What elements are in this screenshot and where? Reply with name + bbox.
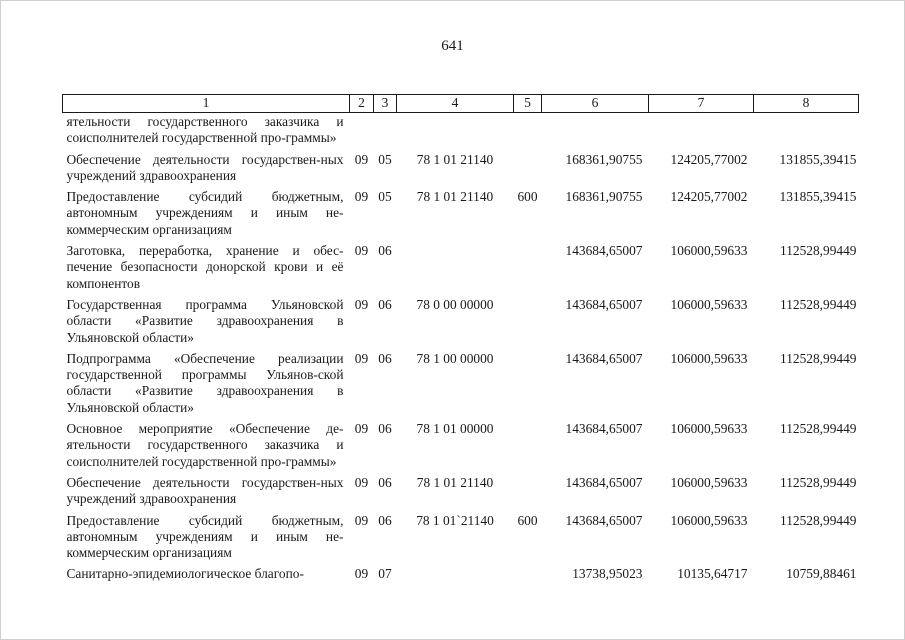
row-amount-col7: 106000,59633 <box>670 243 748 259</box>
row-name: Заготовка, переработка, хранение и обес-печение безопасности донорской крови и её компонентов <box>66 243 344 291</box>
row-expense-type <box>514 113 542 147</box>
row-amount-col6: 143684,65007 <box>565 474 643 490</box>
column-header-8: 8 <box>754 95 859 113</box>
row-target-code <box>397 113 514 147</box>
row-name: Предоставление субсидий бюджетным, автономным учреждениям и иным не-коммерческим организациям <box>66 512 344 561</box>
row-section: 09 <box>354 151 369 167</box>
row-amount-col7: 124205,77002 <box>670 189 748 205</box>
row-amount-col7: 106000,59633 <box>670 296 748 312</box>
row-section <box>350 113 374 147</box>
row-amount-col8: 112528,99449 <box>780 512 857 528</box>
row-expense-type <box>514 416 542 470</box>
column-header-2: 2 <box>350 95 374 113</box>
row-subsection <box>374 113 397 147</box>
table-row <box>63 416 859 470</box>
row-amount-col8: 112528,99449 <box>780 296 857 312</box>
row-amount-col7: 106000,59633 <box>670 474 748 490</box>
row-subsection: 06 <box>378 243 392 259</box>
row-subsection: 06 <box>378 296 392 312</box>
row-amount-col7 <box>649 113 754 147</box>
row-section: 09 <box>354 474 369 490</box>
row-name: Подпрограмма «Обеспечение реализации государственной программы Ульянов-ской области «Развитие здравоохранения в Ульяновской области» <box>66 350 344 415</box>
row-amount-col7: 106000,59633 <box>670 350 748 366</box>
row-expense-type <box>514 292 542 346</box>
row-target-code: 78 1 01 21140 <box>416 474 494 490</box>
column-header-1: 1 <box>63 95 350 113</box>
row-target-code: 78 0 00 00000 <box>416 296 494 312</box>
row-section: 09 <box>354 512 369 528</box>
table-row <box>63 147 859 185</box>
row-amount-col8 <box>754 113 859 147</box>
row-section: 09 <box>354 296 369 312</box>
row-amount-col8: 112528,99449 <box>780 350 857 366</box>
row-name: Обеспечение деятельности государствен-ных учреждений здравоохранения <box>66 474 344 507</box>
table-row <box>63 238 859 292</box>
row-amount-col6: 168361,90755 <box>565 189 643 205</box>
row-amount-col8: 131855,39415 <box>779 189 857 205</box>
row-subsection: 05 <box>378 189 392 205</box>
row-name: Государственная программа Ульяновской области «Развитие здравоохранения в Ульяновской области» <box>66 296 344 345</box>
table-row <box>63 184 859 238</box>
row-section: 09 <box>354 243 369 259</box>
row-name: Санитарно-эпидемиологическое благопо- <box>66 566 304 582</box>
row-amount-col8: 131855,39415 <box>779 151 857 167</box>
row-section: 09 <box>354 189 369 205</box>
row-amount-col6: 143684,65007 <box>565 421 643 437</box>
row-name: ятельности государственного заказчика и соисполнителей государственной про-граммы» <box>66 114 344 146</box>
table-row <box>63 561 859 582</box>
row-target-code: 78 1 01 21140 <box>416 151 494 167</box>
row-expense-type <box>514 561 542 582</box>
row-target-code: 78 1 00 00000 <box>416 350 494 366</box>
row-section: 09 <box>354 421 369 437</box>
row-amount-col7: 106000,59633 <box>670 512 748 528</box>
row-amount-col6: 13738,95023 <box>572 566 643 582</box>
row-expense-type <box>514 147 542 185</box>
row-section: 09 <box>354 350 369 366</box>
row-amount-col7: 106000,59633 <box>670 421 748 437</box>
column-header-4: 4 <box>397 95 514 113</box>
row-subsection: 06 <box>378 474 392 490</box>
row-name: Предоставление субсидий бюджетным, автономным учреждениям и иным не-коммерческим организациям <box>66 189 344 237</box>
row-target-code <box>397 238 514 292</box>
row-target-code <box>397 561 514 582</box>
header-row <box>63 95 859 113</box>
row-expense-type: 600 <box>517 189 538 205</box>
table-row <box>63 113 859 147</box>
table-row <box>63 292 859 346</box>
row-amount-col8: 112528,99449 <box>780 243 857 259</box>
row-subsection: 06 <box>378 512 392 528</box>
row-subsection: 06 <box>378 421 392 437</box>
table-row <box>63 508 859 562</box>
column-header-6: 6 <box>542 95 649 113</box>
row-subsection: 06 <box>378 350 392 366</box>
row-amount-col8: 112528,99449 <box>780 474 857 490</box>
row-expense-type <box>514 346 542 416</box>
row-amount-col6: 143684,65007 <box>565 296 643 312</box>
row-amount-col6: 143684,65007 <box>565 243 643 259</box>
column-header-5: 5 <box>514 95 542 113</box>
row-expense-type <box>514 238 542 292</box>
row-expense-type: 600 <box>517 512 538 528</box>
table-row <box>63 470 859 508</box>
row-subsection: 05 <box>378 151 392 167</box>
row-amount-col6 <box>542 113 649 147</box>
row-target-code: 78 1 01`21140 <box>416 512 494 528</box>
row-amount-col6: 168361,90755 <box>565 151 643 167</box>
page-number: 641 <box>441 38 464 54</box>
row-subsection: 07 <box>378 566 392 582</box>
row-amount-col6: 143684,65007 <box>565 512 643 528</box>
row-target-code: 78 1 01 21140 <box>416 189 494 205</box>
row-section: 09 <box>354 566 369 582</box>
budget-table <box>62 94 859 583</box>
row-expense-type <box>514 470 542 508</box>
row-target-code: 78 1 01 00000 <box>416 421 494 437</box>
row-amount-col7: 124205,77002 <box>670 151 748 167</box>
table-row <box>63 346 859 416</box>
row-name: Основное мероприятие «Обеспечение де-ятельности государственного заказчика и соисполнителей государственной про-граммы» <box>66 421 344 469</box>
row-name: Обеспечение деятельности государствен-ных учреждений здравоохранения <box>66 151 344 183</box>
row-amount-col7: 10135,64717 <box>677 566 748 582</box>
row-amount-col6: 143684,65007 <box>565 350 643 366</box>
column-header-7: 7 <box>649 95 754 113</box>
column-header-3: 3 <box>374 95 397 113</box>
row-amount-col8: 112528,99449 <box>780 421 857 437</box>
row-amount-col8: 10759,88461 <box>786 566 857 582</box>
